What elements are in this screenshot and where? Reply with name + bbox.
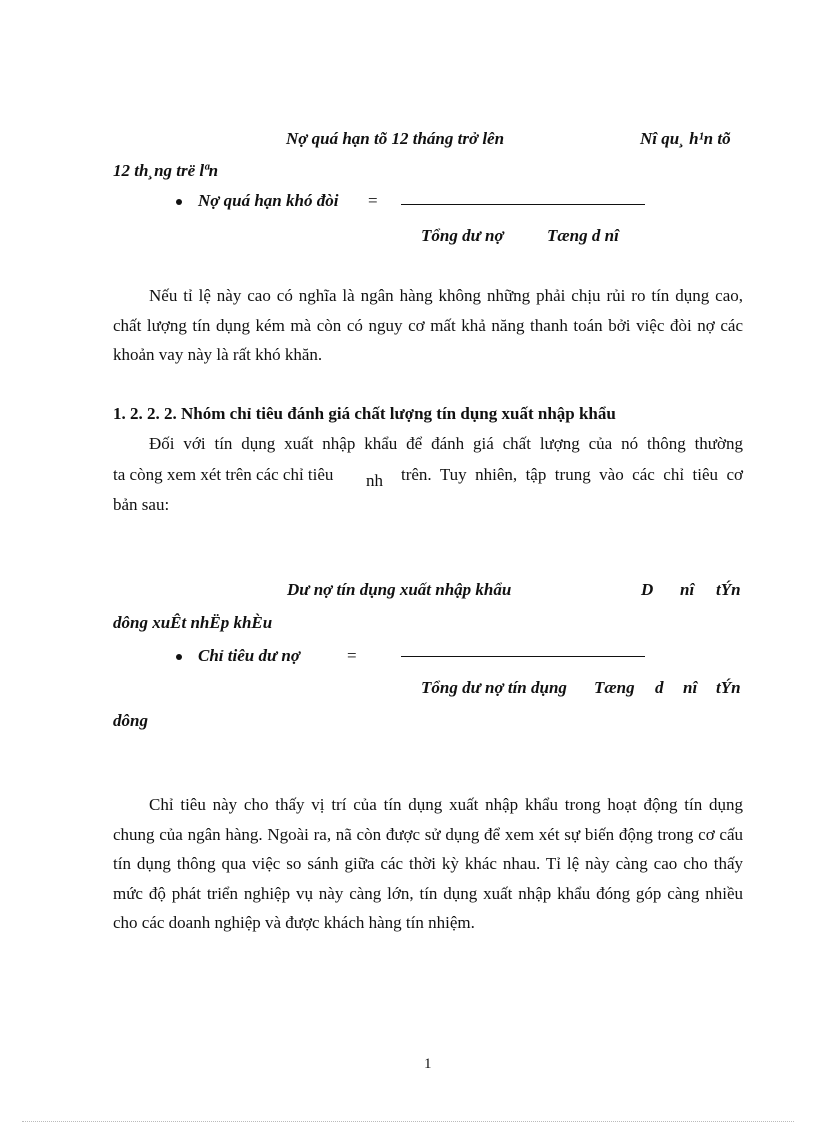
formula2-garbled-2: nî [680,580,695,599]
formula2-continuation2: dông [113,711,148,730]
formula1-equals: = [368,191,378,210]
bullet-icon [176,654,182,660]
formula2-label: Chỉ tiêu dư nợ [198,646,300,665]
formula2-denominator: Tổng dư nợ tín dụng [421,678,567,697]
paragraph2-line2b: trên. Tuy nhiên, tập trung vào các chỉ tiêu cơ [401,465,743,484]
formula1-denominator-garbled: Tæng d nî [547,226,619,245]
page-number: 1 [424,1056,432,1072]
formula1-continuation: 12 th¸ng trë lªn [113,161,219,180]
formula2-garbled-1: D [641,580,654,599]
formula2-garbled-3: tÝn [716,580,741,599]
formula2-fraction-bar [401,656,645,657]
formula1-label: Nợ quá hạn khó đòi [198,191,339,210]
paragraph2-line3: bản sau: [113,495,170,514]
bullet-icon [176,199,182,205]
formula2-den-garbled-1: Tæng [594,678,635,697]
formula1-denominator: Tổng dư nợ [421,226,504,245]
formula1-numerator: Nợ quá hạn tõ 12 tháng trở lên [286,129,505,148]
formula1-fraction-bar [401,204,645,205]
formula2-numerator: Dư nợ tín dụng xuất nhập khẩu [287,580,512,599]
formula2-den-garbled-4: tÝn [716,678,741,697]
formula2-equals: = [347,646,357,665]
paragraph2-line1: Đối với tín dụng xuất nhập khẩu để đánh giá chất lượng của nó thông thường [149,434,743,453]
paragraph2-line2-sub: nh [366,471,383,490]
formula2-continuation: dông xuÊt nhËp khÈu [113,613,273,632]
paragraph2-line2a: ta còng xem xét trên các chỉ tiêu [113,465,334,484]
paragraph-export-import-ratio: Chỉ tiêu này cho thấy vị trí của tín dụng xuất nhập khẩu trong hoạt động tín dụng chung của ngân hàng. Ngoài ra, nã còn được sử dụng để xem xét sự biến động trong cơ cấu tín dụng thông qua việc so sánh giữa các thời kỳ khác nhau. Tỉ lệ này càng cao cho thấy mức độ phát triển nghiệp vụ này càng lớn, tín dụng xuất nhập khẩu đóng góp càng nhiều cho các doanh nghiệp và được khách hàng tín nhiệm. [113,795,743,932]
page-bottom-border [22,1121,794,1122]
formula1-numerator-garbled: Nî qu¸ h¹n tõ [640,129,731,148]
formula2-den-garbled-2: d [655,678,664,697]
section-heading: 1. 2. 2. 2. Nhóm chỉ tiêu đánh giá chất lượng tín dụng xuất nhập khẩu [113,404,616,423]
paragraph-nonperforming-loans: Nếu tỉ lệ này cao có nghĩa là ngân hàng không những phải chịu rủi ro tín dụng cao, chất lượng tín dụng kém mà còn có nguy cơ mất khả năng thanh toán bởi việc đòi nợ các khoản vay này là rất khó khăn. [113,286,743,364]
formula2-den-garbled-3: nî [683,678,698,697]
